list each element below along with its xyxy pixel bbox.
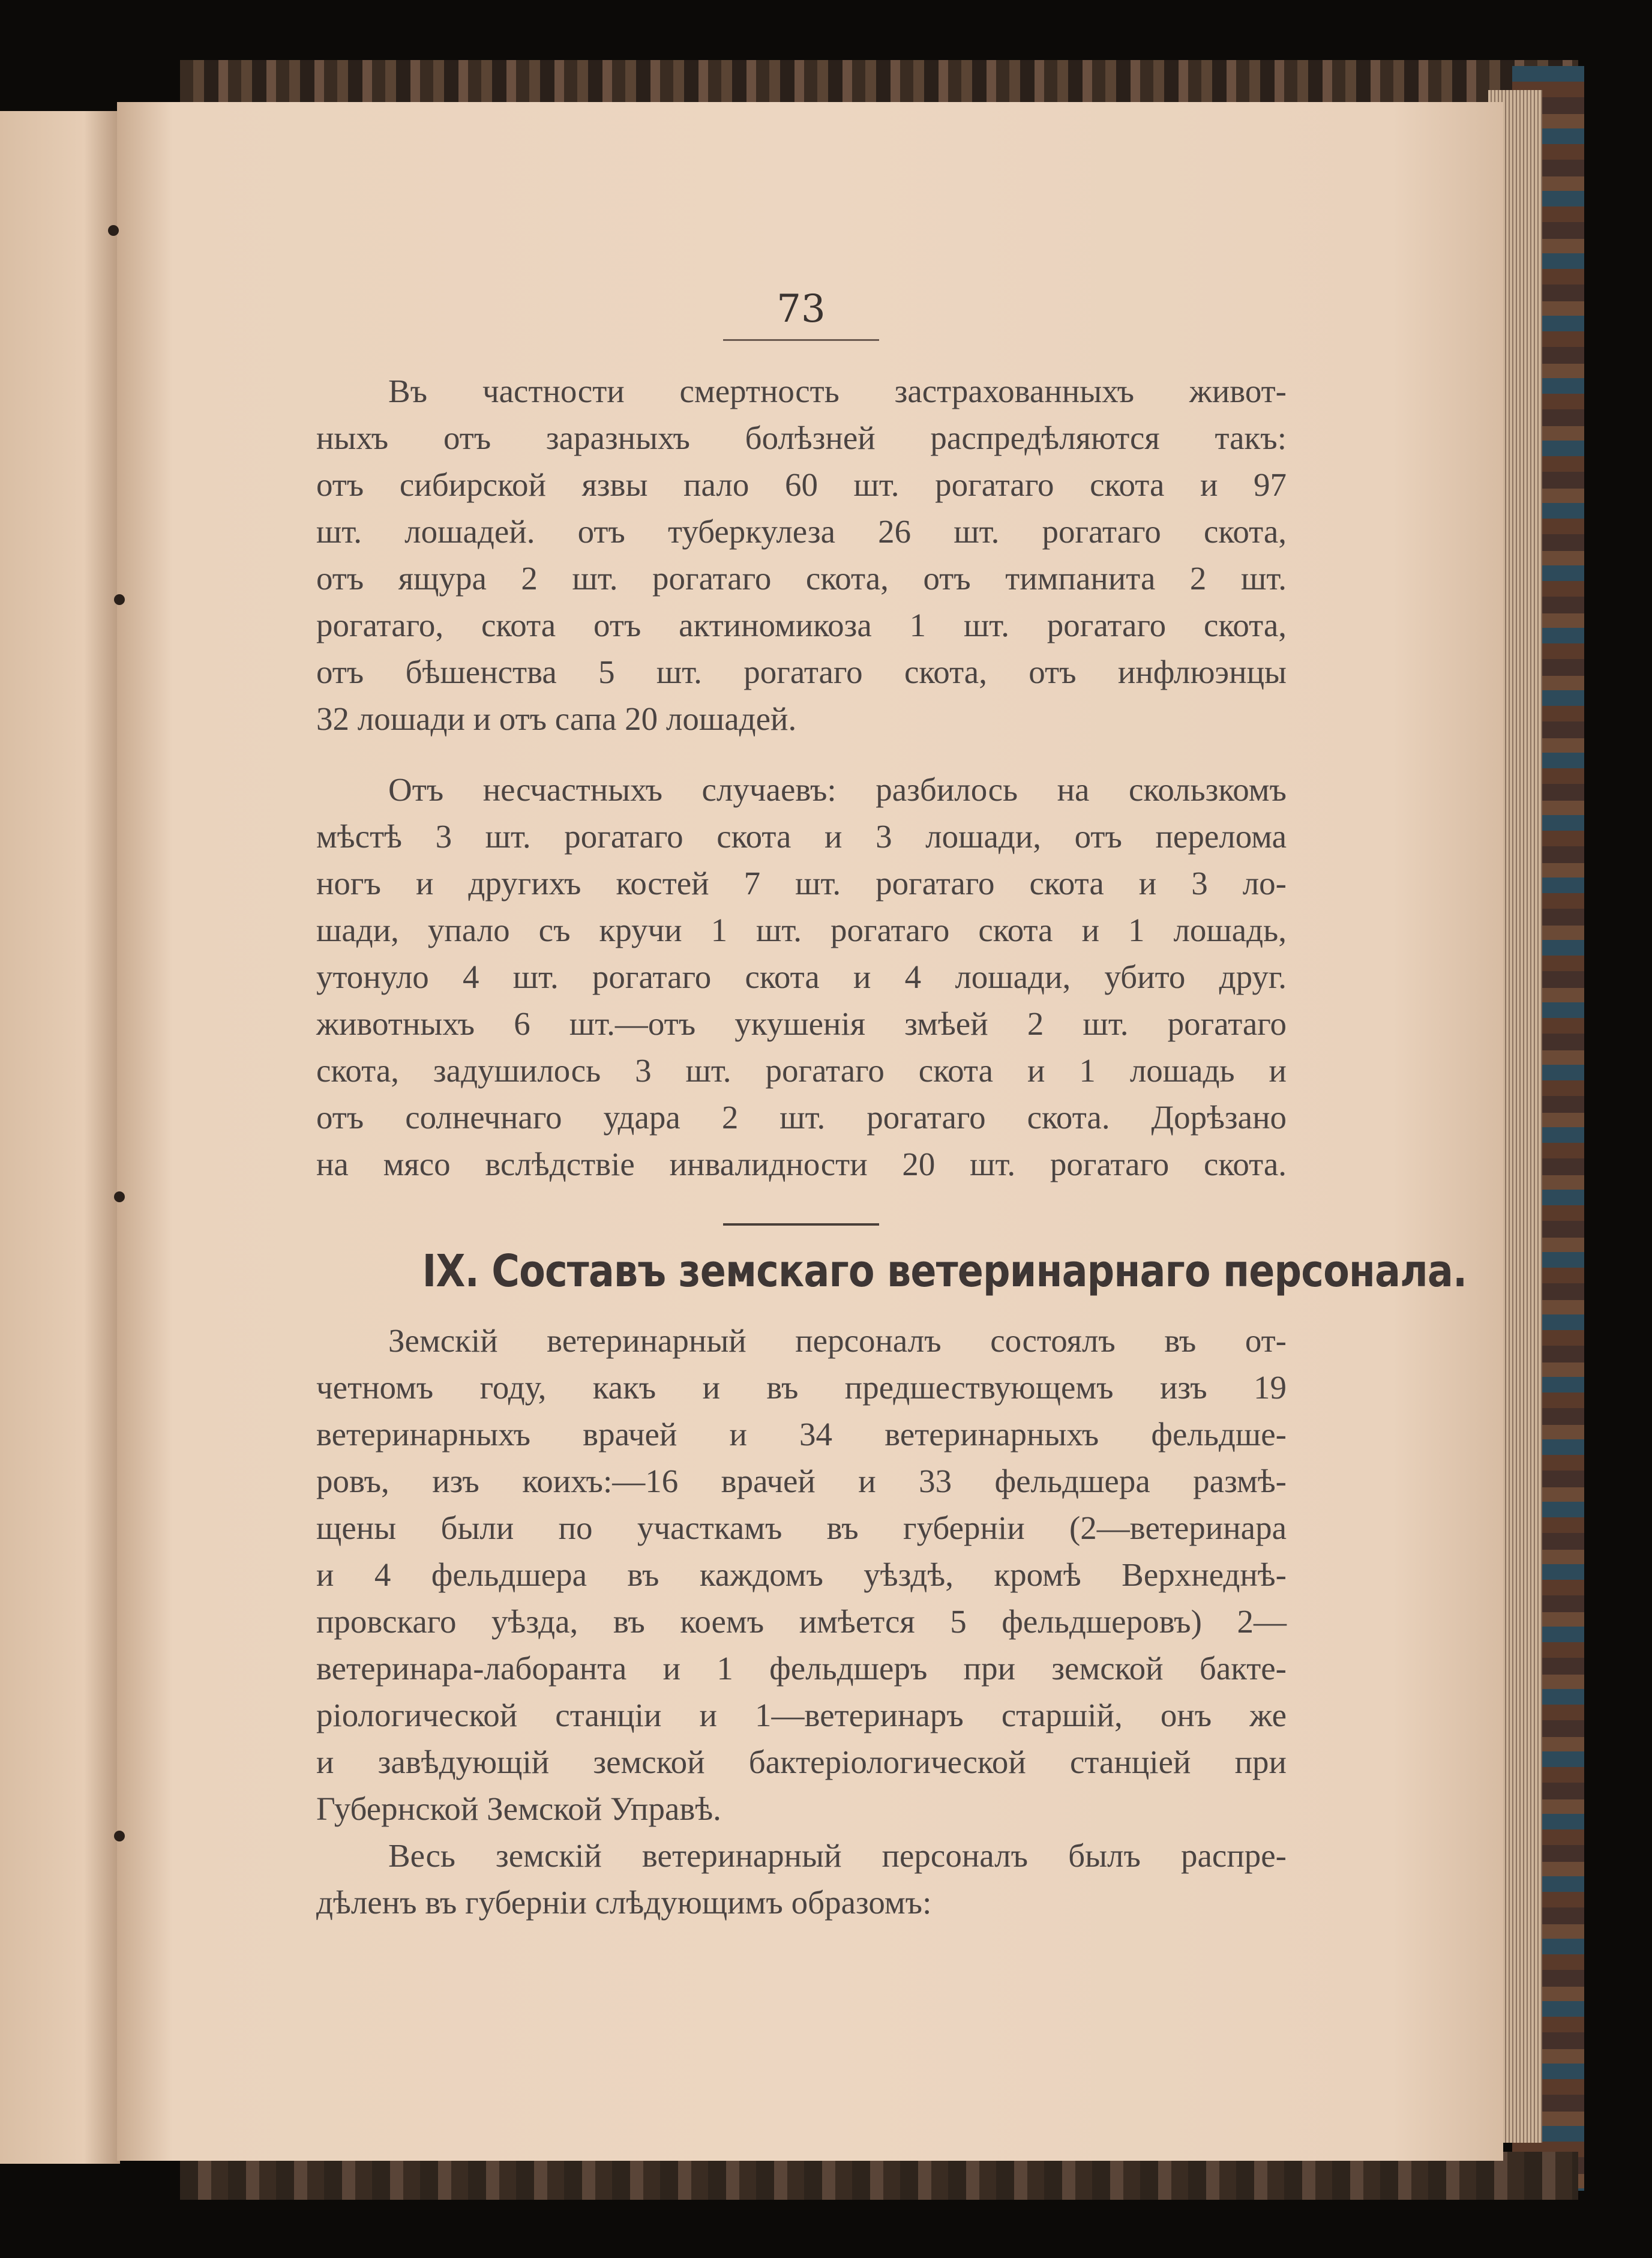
text-line: отъ ящура 2 шт. рогатаго скота, отъ тимпанита 2 шт. — [316, 560, 1287, 597]
text-line: 32 лошади и отъ сапа 20 лошадей. — [316, 700, 797, 737]
paragraph-personnel — [316, 1317, 1287, 1832]
text-line: утонуло 4 шт. рогатаго скота и 4 лошади, убито друг. — [316, 959, 1287, 995]
binding-hole-dot — [114, 594, 125, 605]
text-line: и завѣдующій земской бактеріологической станціей при — [316, 1744, 1287, 1780]
text-line: отъ бѣшенства 5 шт. рогатаго скота, отъ инфлюэнцы — [316, 654, 1287, 690]
text-line: отъ солнечнаго удара 2 шт. рогатаго скота. Дорѣзано — [316, 1099, 1287, 1136]
binding-hole-dot — [114, 1831, 125, 1841]
section-divider — [723, 1223, 879, 1226]
paragraph-accidents — [316, 766, 1287, 1188]
left-page-sliver — [0, 111, 120, 2164]
text-line: Въ частности смертность застрахованныхъ живот- — [388, 373, 1287, 409]
text-line: Отъ несчастныхъ случаевъ: разбилось на скользкомъ — [388, 771, 1287, 808]
text-line: дѣленъ въ губерніи слѣдующимъ образомъ: — [316, 1884, 932, 1921]
book-cover-top-edge — [180, 60, 1578, 108]
text-line: провскаго уѣзда, въ коемъ имѣется 5 фельдшеровъ) 2— — [316, 1603, 1287, 1640]
text-line: Земскій ветеринарный персоналъ состоялъ въ от- — [388, 1322, 1287, 1359]
text-line: четномъ году, какъ и въ предшествующемъ изъ 19 — [316, 1369, 1287, 1406]
text-line: ныхъ отъ заразныхъ болѣзней распредѣляются такъ: — [316, 420, 1287, 456]
text-line: рогатаго, скота отъ актиномикоза 1 шт. рогатаго скота, — [316, 607, 1287, 643]
text-line: ровъ, изъ коихъ:—16 врачей и 33 фельдшера размѣ- — [316, 1463, 1287, 1499]
text-line: ногъ и другихъ костей 7 шт. рогатаго скота и 3 ло- — [316, 865, 1287, 902]
text-line: шт. лошадей. отъ туберкулеза 26 шт. рогатаго скота, — [316, 513, 1287, 550]
binding-hole-dot — [108, 225, 119, 236]
text-line: Весь земскій ветеринарный персоналъ былъ распре- — [388, 1837, 1287, 1874]
paragraph-mortality-infectious — [316, 368, 1287, 742]
text-line: скота, задушилось 3 шт. рогатаго скота и 1 лошадь и — [316, 1052, 1287, 1089]
text-line: щены были по участкамъ въ губерніи (2—ветеринара — [316, 1510, 1287, 1546]
text-line: ветеринара-лаборанта и 1 фельдшеръ при земской бакте- — [316, 1650, 1287, 1687]
text-line: шади, упало съ кручи 1 шт. рогатаго скота и 1 лошадь, — [316, 912, 1287, 948]
section-heading: IX. Составъ земскаго ветеринарнаго персонала. — [422, 1245, 1467, 1297]
page-number: 73 — [776, 287, 826, 331]
page-number-rule — [723, 339, 879, 341]
text-line: мѣстѣ 3 шт. рогатаго скота и 3 лошади, отъ перелома — [316, 818, 1287, 855]
text-line: животныхъ 6 шт.—отъ укушенія змѣей 2 шт. рогатаго — [316, 1005, 1287, 1042]
text-line: и 4 фельдшера въ каждомъ уѣздѣ, кромѣ Верхнеднѣ- — [316, 1556, 1287, 1593]
text-line: ветеринарныхъ врачей и 34 ветеринарныхъ фельдше- — [316, 1416, 1287, 1453]
text-line: ріологической станціи и 1—ветеринаръ старшій, онъ же — [316, 1697, 1287, 1733]
binding-hole-dot — [114, 1191, 125, 1202]
paragraph-distribution — [316, 1832, 1287, 1926]
text-line: отъ сибирской язвы пало 60 шт. рогатаго скота и 97 — [316, 466, 1287, 503]
text-line: Губернской Земской Управѣ. — [316, 1790, 721, 1827]
text-line: на мясо вслѣдствіе инвалидности 20 шт. рогатаго скота. — [316, 1146, 1287, 1182]
